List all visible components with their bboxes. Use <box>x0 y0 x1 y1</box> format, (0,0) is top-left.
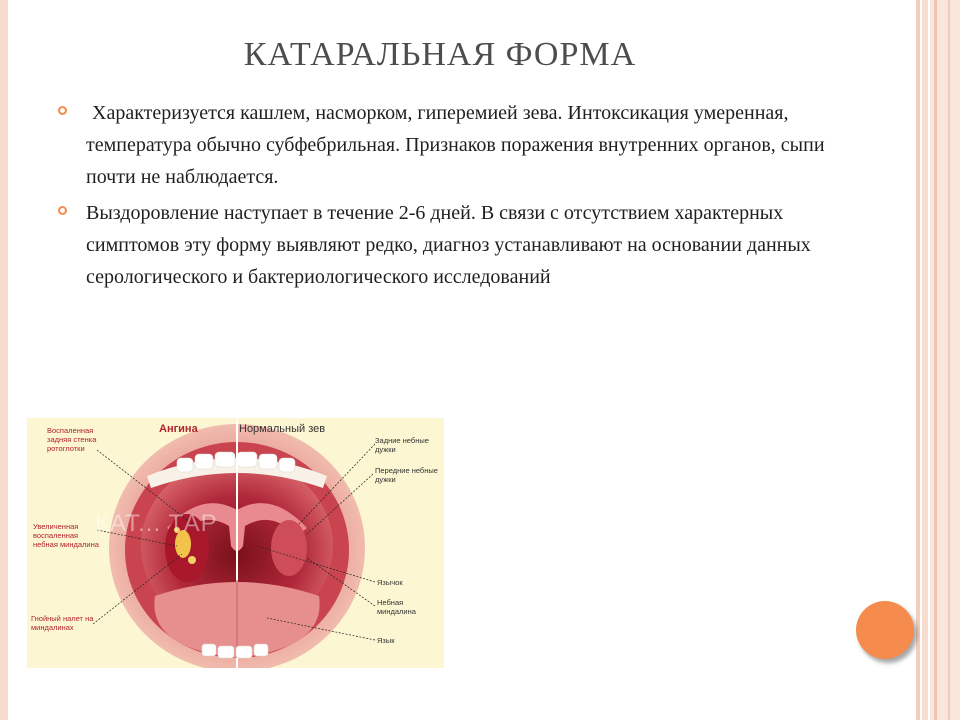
left-border-decoration <box>0 0 8 720</box>
label-posterior-arches: Задние небные дужки <box>375 436 429 454</box>
bullet-text: Характеризуется кашлем, насморком, гиперемией зева. Интоксикация умеренная, температура обычно субфебрильная. Признаков поражения внутренних органов, сыпи почти не наблюдается. <box>86 102 825 188</box>
label-tongue: Язык <box>377 636 395 645</box>
label-purulent-coating: Гнойный налет на миндалинах <box>31 614 94 632</box>
right-border-stripe <box>922 0 928 720</box>
bullet-item <box>58 197 858 293</box>
label-inflamed-wall: Воспаленная задняя стенка ротоглотки <box>47 426 97 453</box>
label-uvula: Язычок <box>377 578 403 587</box>
header-label-normal: Нормальный зев <box>239 423 326 435</box>
label-palatine-tonsil: Небная миндалина <box>377 598 416 616</box>
label-enlarged-tonsil: Увеличенная воспаленная небная миндалина <box>33 522 99 549</box>
right-border-stripe <box>948 0 950 720</box>
right-border-stripe <box>934 0 937 720</box>
right-border-stripe <box>916 0 920 720</box>
slide-body <box>58 97 858 297</box>
bullet-circle-icon <box>58 106 67 115</box>
watermark-text: КАТ... ТАР <box>95 510 218 537</box>
bullet-item <box>58 97 858 193</box>
label-anterior-arches: Передние небные дужки <box>375 466 438 484</box>
header-label-angina: Ангина <box>159 423 198 435</box>
bullet-circle-icon <box>58 206 67 215</box>
bullet-text: Выздоровление наступает в течение 2-6 дней. В связи с отсутствием характерных симптомов эту форму выявляют редко, диагноз устанавливают на основании данных серологического и бактериологического исследований <box>86 202 811 288</box>
slide-title: КАТАРАЛЬНАЯ ФОРМА <box>243 36 637 73</box>
decorative-circle <box>856 601 914 659</box>
throat-illustration <box>27 418 444 668</box>
